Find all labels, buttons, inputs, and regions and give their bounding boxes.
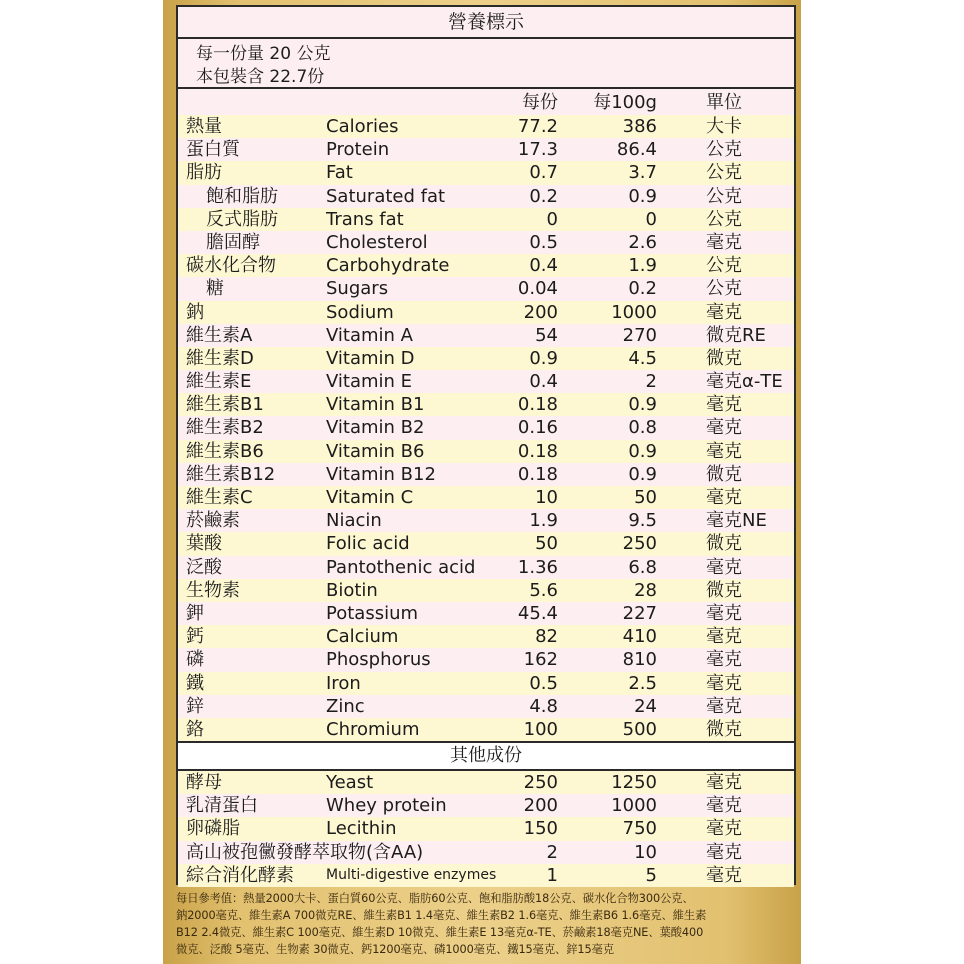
nutrient-name-zh: 磷 — [186, 649, 204, 671]
unit: 微克 — [706, 463, 742, 485]
serving-size: 每一份量 20 公克 — [196, 44, 331, 64]
nutrient-name-zh: 生物素 — [186, 579, 240, 601]
nutrient-name-en: Niacin — [326, 510, 382, 532]
value-per-serving: 82 — [535, 626, 558, 648]
value-per-100g: 10 — [634, 841, 657, 863]
value-per-serving: 0.9 — [529, 347, 558, 369]
value-per-100g: 0.9 — [628, 185, 657, 207]
servings-per-package: 本包裝含 22.7份 — [196, 67, 325, 87]
nutrient-name-zh: 脂肪 — [186, 162, 222, 184]
unit: 公克 — [706, 139, 742, 161]
table-row — [178, 185, 794, 208]
nutrient-name-en: Carbohydrate — [326, 255, 450, 277]
value-per-100g: 0.2 — [628, 278, 657, 300]
value-per-serving: 0.4 — [529, 371, 558, 393]
nutrient-name-zh: 維生素C — [186, 487, 253, 508]
table-row — [178, 602, 794, 625]
table-row — [178, 416, 794, 439]
value-per-serving: 0.18 — [517, 440, 558, 462]
footnote-line: 微克、泛酸 5毫克、生物素 30微克、鈣1200毫克、磷1000毫克、鐵15毫克、鋅15毫克 — [176, 943, 615, 956]
nutrient-name-en: Vitamin B12 — [326, 463, 436, 485]
unit: 毫克 — [706, 864, 742, 886]
value-per-serving: 45.4 — [517, 602, 558, 624]
nutrient-name-en: Cholesterol — [326, 231, 428, 253]
value-per-100g: 810 — [622, 649, 657, 671]
nutrition-label-card — [176, 5, 796, 885]
label-title: 營養標示 — [178, 7, 794, 39]
table-row — [178, 579, 794, 602]
nutrient-name-en: Pantothenic acid — [326, 556, 476, 578]
nutrient-name-zh: 乳清蛋白 — [186, 795, 258, 817]
unit: 毫克 — [706, 394, 742, 416]
table-row — [178, 771, 794, 794]
value-per-100g: 3.7 — [628, 162, 657, 184]
table-row — [178, 347, 794, 370]
value-per-serving: 162 — [523, 649, 558, 671]
table-row — [178, 231, 794, 254]
unit: 毫克 — [706, 602, 742, 624]
nutrient-name-en: Zinc — [326, 695, 365, 717]
table-row — [178, 556, 794, 579]
nutrient-name-en: Folic acid — [326, 533, 410, 555]
other-ingredients-table — [178, 771, 794, 887]
value-per-serving: 2 — [546, 841, 558, 863]
nutrient-name-en: Lecithin — [326, 818, 397, 840]
nutrient-name-zh: 酵母 — [186, 772, 222, 794]
value-per-100g: 6.8 — [628, 556, 657, 578]
nutrient-name-zh: 碳水化合物 — [186, 255, 276, 277]
value-per-100g: 0.8 — [628, 417, 657, 439]
value-per-serving: 0.5 — [529, 672, 558, 694]
nutrient-name-en: Vitamin D — [326, 347, 415, 369]
table-row — [178, 625, 794, 648]
table-row — [178, 254, 794, 277]
unit: 毫克 — [706, 772, 742, 794]
unit: 微克 — [706, 718, 742, 740]
value-per-serving: 0.04 — [517, 278, 558, 300]
nutrient-name-zh: 葉酸 — [186, 533, 222, 555]
table-row — [178, 324, 794, 347]
nutrient-name-en: Multi-digestive enzymes — [326, 866, 497, 883]
table-row — [178, 509, 794, 532]
nutrient-name-zh: 維生素B2 — [186, 417, 264, 439]
value-per-serving: 100 — [523, 718, 558, 740]
value-per-100g: 4.5 — [628, 347, 657, 369]
value-per-serving: 1 — [546, 864, 558, 886]
value-per-serving: 77.2 — [517, 116, 558, 137]
table-row — [178, 532, 794, 555]
unit: 公克 — [706, 208, 742, 230]
footnote-line: B12 2.4微克、維生素C 100毫克、維生素D 10微克、維生素E 13毫克α-TE、菸鹼素18毫克NE、葉酸400 — [176, 926, 704, 939]
nutrient-name-zh: 維生素B6 — [186, 440, 264, 462]
nutrient-name-en: Vitamin B2 — [326, 417, 425, 439]
nutrient-name-zh: 維生素B12 — [186, 463, 276, 485]
daily-reference-footnote — [176, 890, 796, 958]
nutrient-name-zh: 維生素B1 — [186, 394, 264, 416]
nutrient-name-en: Vitamin B1 — [326, 394, 425, 416]
nutrient-name-zh: 鉀 — [186, 602, 204, 624]
value-per-100g: 750 — [622, 818, 657, 840]
value-per-100g: 0 — [645, 208, 657, 230]
nutrient-name-en: Calcium — [326, 626, 399, 648]
nutrient-table — [178, 115, 794, 741]
unit: 毫克 — [706, 795, 742, 817]
nutrient-name-zh: 維生素A — [186, 324, 253, 346]
value-per-100g: 28 — [634, 579, 657, 601]
nutrient-name-en: Whey protein — [326, 795, 447, 817]
table-row — [178, 115, 794, 138]
value-per-100g: 2.5 — [628, 672, 657, 694]
value-per-100g: 2 — [645, 371, 657, 393]
unit: 微克RE — [706, 324, 766, 346]
value-per-serving: 0.18 — [517, 463, 558, 485]
nutrient-name-en: Calories — [326, 116, 399, 137]
nutrient-name-zh: 膽固醇 — [206, 231, 260, 253]
value-per-serving: 10 — [535, 487, 558, 508]
unit: 毫克 — [706, 231, 742, 253]
table-row — [178, 208, 794, 231]
table-row — [178, 138, 794, 161]
value-per-100g: 5 — [645, 864, 657, 886]
unit: 大卡 — [706, 116, 742, 137]
footnote-line: 每日參考值：熱量2000大卡、蛋白質60公克、脂肪60公克、飽和脂肪酸18公克、碳水化合物300公克、 — [176, 892, 694, 905]
nutrient-name-zh: 高山被孢黴發酵萃取物(含AA) — [186, 841, 424, 863]
column-header-row — [178, 89, 794, 115]
value-per-serving: 0.5 — [529, 231, 558, 253]
unit: 毫克 — [706, 841, 742, 863]
nutrient-name-en: Fat — [326, 162, 353, 184]
nutrient-name-en: Sodium — [326, 301, 394, 323]
header-per-100g: 每100g — [593, 92, 657, 113]
value-per-serving: 4.8 — [529, 695, 558, 717]
table-row — [178, 393, 794, 416]
unit: 毫克 — [706, 818, 742, 840]
value-per-100g: 1000 — [611, 795, 657, 817]
nutrient-name-zh: 菸鹼素 — [186, 510, 240, 532]
nutrient-name-en: Chromium — [326, 718, 420, 740]
nutrient-name-zh: 泛酸 — [186, 556, 222, 578]
value-per-100g: 1.9 — [628, 255, 657, 277]
value-per-100g: 86.4 — [616, 139, 657, 161]
nutrient-name-en: Biotin — [326, 579, 378, 601]
nutrient-name-zh: 糖 — [206, 278, 224, 300]
nutrient-name-zh: 鐵 — [186, 672, 204, 694]
value-per-serving: 0 — [546, 208, 558, 230]
value-per-100g: 0.9 — [628, 394, 657, 416]
value-per-100g: 50 — [634, 487, 657, 508]
nutrient-name-en: Trans fat — [326, 208, 404, 230]
table-row — [178, 277, 794, 300]
table-row — [178, 648, 794, 671]
nutrient-name-zh: 蛋白質 — [186, 139, 240, 161]
nutrient-name-zh: 綜合消化酵素 — [186, 864, 294, 886]
value-per-serving: 1.36 — [517, 556, 558, 578]
value-per-100g: 227 — [622, 602, 657, 624]
table-row — [178, 672, 794, 695]
value-per-serving: 200 — [523, 795, 558, 817]
table-row — [178, 161, 794, 184]
unit: 公克 — [706, 255, 742, 277]
header-unit: 單位 — [706, 92, 742, 113]
nutrient-name-zh: 反式脂肪 — [206, 208, 278, 230]
nutrient-name-en: Saturated fat — [326, 185, 446, 207]
nutrient-name-zh: 鋅 — [186, 695, 204, 717]
nutrient-name-en: Potassium — [326, 602, 419, 624]
serving-info — [178, 39, 794, 89]
unit: 微克 — [706, 579, 742, 601]
unit: 毫克 — [706, 417, 742, 439]
value-per-serving: 1.9 — [529, 510, 558, 532]
value-per-100g: 250 — [622, 533, 657, 555]
unit: 公克 — [706, 278, 742, 300]
value-per-serving: 17.3 — [517, 139, 558, 161]
value-per-serving: 0.16 — [517, 417, 558, 439]
nutrient-name-en: Protein — [326, 139, 390, 161]
unit: 毫克α-TE — [706, 371, 783, 393]
unit: 毫克 — [706, 672, 742, 694]
table-row — [178, 463, 794, 486]
value-per-100g: 1250 — [611, 772, 657, 794]
unit: 微克 — [706, 533, 742, 555]
value-per-100g: 270 — [622, 324, 657, 346]
nutrient-name-zh: 維生素D — [186, 347, 254, 369]
value-per-100g: 500 — [622, 718, 657, 740]
table-row — [178, 864, 794, 887]
nutrient-name-en: Vitamin E — [326, 371, 413, 393]
nutrient-name-en: Phosphorus — [326, 649, 431, 671]
unit: 毫克 — [706, 626, 742, 648]
nutrient-name-zh: 熱量 — [186, 116, 222, 137]
unit: 毫克 — [706, 487, 742, 508]
unit: 毫克NE — [706, 510, 767, 532]
value-per-100g: 2.6 — [628, 231, 657, 253]
nutrient-name-en: Sugars — [326, 278, 389, 300]
unit: 毫克 — [706, 440, 742, 462]
nutrient-name-zh: 鈣 — [186, 626, 204, 648]
value-per-serving: 150 — [523, 818, 558, 840]
nutrient-name-zh: 維生素E — [186, 371, 252, 393]
value-per-serving: 0.18 — [517, 394, 558, 416]
nutrient-name-en: Vitamin C — [326, 487, 414, 508]
unit: 公克 — [706, 162, 742, 184]
table-row — [178, 817, 794, 840]
nutrient-name-zh: 鉻 — [186, 718, 204, 740]
table-row — [178, 440, 794, 463]
value-per-serving: 5.6 — [529, 579, 558, 601]
table-row — [178, 841, 794, 864]
value-per-100g: 9.5 — [628, 510, 657, 532]
value-per-serving: 54 — [535, 324, 558, 346]
unit: 毫克 — [706, 649, 742, 671]
unit: 毫克 — [706, 695, 742, 717]
unit: 微克 — [706, 347, 742, 369]
unit: 毫克 — [706, 556, 742, 578]
table-row — [178, 695, 794, 718]
value-per-serving: 250 — [523, 772, 558, 794]
unit: 公克 — [706, 185, 742, 207]
footnote-line: 鈉2000毫克、維生素A 700微克RE、維生素B1 1.4毫克、維生素B2 1.6毫克、維生素B6 1.6毫克、維生素 — [176, 909, 707, 922]
value-per-serving: 200 — [523, 301, 558, 323]
table-row — [178, 486, 794, 509]
value-per-serving: 0.4 — [529, 255, 558, 277]
value-per-100g: 1000 — [611, 301, 657, 323]
table-row — [178, 718, 794, 741]
table-row — [178, 301, 794, 324]
value-per-serving: 0.7 — [529, 162, 558, 184]
value-per-100g: 386 — [622, 116, 657, 137]
table-row — [178, 794, 794, 817]
nutrient-name-en: Vitamin A — [326, 324, 413, 346]
nutrient-name-zh: 飽和脂肪 — [206, 185, 278, 207]
header-per-serving: 每份 — [522, 92, 558, 113]
nutrient-name-en: Vitamin B6 — [326, 440, 425, 462]
value-per-100g: 0.9 — [628, 463, 657, 485]
other-ingredients-header: 其他成份 — [178, 741, 794, 771]
value-per-100g: 410 — [622, 626, 657, 648]
nutrient-name-en: Iron — [326, 672, 361, 694]
value-per-serving: 50 — [535, 533, 558, 555]
value-per-serving: 0.2 — [529, 185, 558, 207]
nutrient-name-zh: 鈉 — [186, 301, 204, 323]
nutrient-name-zh: 卵磷脂 — [186, 818, 240, 840]
value-per-100g: 24 — [634, 695, 657, 717]
nutrient-name-en: Yeast — [326, 772, 374, 794]
table-row — [178, 370, 794, 393]
value-per-100g: 0.9 — [628, 440, 657, 462]
unit: 毫克 — [706, 301, 742, 323]
